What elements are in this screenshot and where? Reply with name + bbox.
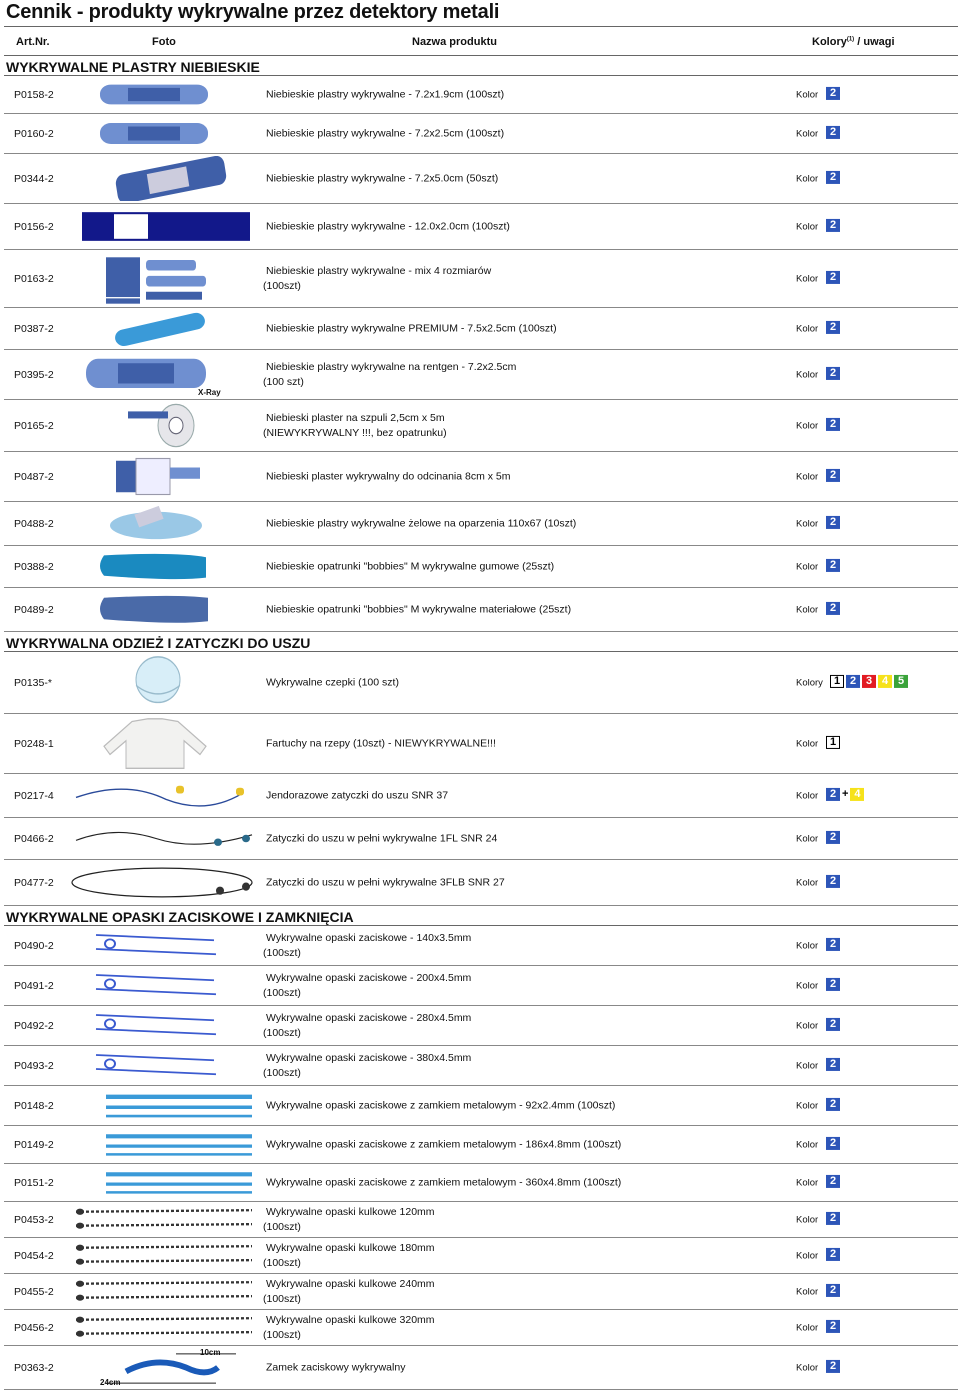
page-title: Cennik - produkty wykrywalne przez detektory metali — [6, 1, 500, 23]
color-label: Kolor — [796, 1214, 819, 1225]
product-name: Wykrywalne opaski kulkowe 320mm (100szt) — [263, 1313, 435, 1341]
color-label: Kolor — [796, 1250, 819, 1261]
header-foto: Foto — [152, 36, 176, 48]
product-photo — [66, 156, 260, 201]
product-name: Niebieskie plastry wykrywalne PREMIUM - 7.5x2.5cm (100szt) — [266, 322, 557, 334]
color-badge: 2 — [826, 1057, 840, 1070]
color-swatches — [826, 601, 840, 614]
product-photo — [66, 654, 260, 711]
color-swatches — [826, 1283, 840, 1296]
color-swatches — [830, 674, 908, 687]
table-row — [4, 76, 958, 114]
article-number: P0165-2 — [14, 419, 54, 432]
product-name: Niebieskie opatrunki "bobbies" M wykrywalne gumowe (25szt) — [266, 560, 555, 572]
product-name: Wykrywalne czepki (100 szt) — [266, 676, 399, 688]
product-name: Fartuchy na rzepy (10szt) - NIEWYKRYWALNE!!! — [266, 737, 496, 749]
product-name: Niebieskie plastry wykrywalne żelowe na oparzenia 110x67 (10szt) — [266, 517, 577, 529]
product-photo — [66, 928, 260, 963]
table-row — [4, 250, 958, 308]
article-number: P0156-2 — [14, 220, 54, 233]
color-label: Kolor — [796, 420, 819, 431]
color-label: Kolor — [796, 323, 819, 334]
table-row — [4, 1202, 958, 1238]
section-heading: WYKRYWALNE OPASKI ZACISKOWE I ZAMKNIĘCIA — [4, 906, 958, 926]
product-photo — [66, 116, 260, 151]
article-number: P0456-2 — [14, 1321, 54, 1334]
color-label: Kolor — [796, 128, 819, 139]
color-badge: 2 — [826, 366, 840, 379]
article-number: P0148-2 — [14, 1099, 54, 1112]
table-row — [4, 1006, 958, 1046]
color-swatches — [826, 1017, 840, 1030]
product-photo — [66, 716, 260, 771]
color-badge: 1 — [830, 674, 844, 687]
color-label: Kolor — [796, 790, 819, 801]
color-swatches — [826, 735, 840, 748]
article-number: P0493-2 — [14, 1059, 54, 1072]
color-badge: 5 — [894, 674, 908, 687]
product-photo — [66, 968, 260, 1003]
table-row — [4, 154, 958, 204]
color-label: Kolor — [796, 1060, 819, 1071]
product-name: Zatyczki do uszu w pełni wykrywalne 3FLB SNR 27 — [266, 876, 505, 888]
product-photo — [66, 1240, 260, 1271]
product-photo — [66, 78, 260, 111]
article-number: P0490-2 — [14, 939, 54, 952]
color-badge: 2 — [826, 1283, 840, 1296]
color-badge: 2 — [846, 674, 860, 687]
article-number: P0492-2 — [14, 1019, 54, 1032]
article-number: P0477-2 — [14, 876, 54, 889]
product-photo — [66, 1312, 260, 1343]
product-photo — [66, 776, 260, 815]
product-photo — [66, 402, 260, 449]
article-number: P0387-2 — [14, 322, 54, 335]
color-label: Kolor — [796, 518, 819, 529]
header-art: Art.Nr. — [16, 36, 50, 48]
article-number: P0488-2 — [14, 517, 54, 530]
color-badge: 2 — [826, 1017, 840, 1030]
product-name: Niebieskie plastry wykrywalne - 7.2x2.5cm (100szt) — [266, 127, 505, 139]
table-row — [4, 860, 958, 906]
color-swatches — [826, 830, 840, 843]
product-name: Wykrywalne opaski zaciskowe z zamkiem metalowym - 92x2.4mm (100szt) — [266, 1099, 616, 1111]
article-number: P0491-2 — [14, 979, 54, 992]
product-name: Niebieskie plastry wykrywalne - mix 4 rozmiarów (100szt) — [263, 264, 492, 292]
table-row — [4, 714, 958, 774]
color-swatches — [826, 515, 840, 528]
color-swatches — [826, 1211, 840, 1224]
product-photo — [66, 504, 260, 543]
table-body — [4, 56, 958, 1390]
color-label: Kolor — [796, 1362, 819, 1373]
color-badge: 2 — [826, 874, 840, 887]
color-swatches — [826, 1319, 840, 1332]
product-photo — [66, 252, 260, 305]
product-photo — [66, 352, 260, 397]
article-number: P0454-2 — [14, 1249, 54, 1262]
product-photo — [66, 862, 260, 903]
section-heading: WYKRYWALNE PLASTRY NIEBIESKIE — [4, 56, 958, 76]
article-number: P0344-2 — [14, 172, 54, 185]
color-swatches — [826, 366, 840, 379]
color-label: Kolor — [796, 877, 819, 888]
color-label: Kolor — [796, 1286, 819, 1297]
photo-label: 10cm — [200, 1348, 221, 1357]
color-label: Kolor — [796, 89, 819, 100]
color-badge: 2 — [826, 787, 840, 800]
color-label: Kolor — [796, 273, 819, 284]
color-badge: 4 — [850, 787, 864, 800]
article-number: P0363-2 — [14, 1361, 54, 1374]
color-label: Kolor — [796, 738, 819, 749]
color-swatches — [826, 874, 840, 887]
table-row — [4, 1274, 958, 1310]
product-photo — [66, 590, 260, 629]
product-name: Wykrywalne opaski kulkowe 120mm (100szt) — [263, 1205, 435, 1233]
color-swatches — [826, 170, 840, 183]
product-photo — [66, 1008, 260, 1043]
product-photo — [66, 820, 260, 857]
color-swatches — [826, 937, 840, 950]
product-name: Niebieskie plastry wykrywalne - 7.2x5.0cm (50szt) — [266, 172, 499, 184]
table-row — [4, 546, 958, 588]
section-heading: WYKRYWALNA ODZIEŻ I ZATYCZKI DO USZU — [4, 632, 958, 652]
product-photo — [66, 1204, 260, 1235]
color-label: Kolor — [796, 604, 819, 615]
table-row — [4, 818, 958, 860]
header-name: Nazwa produktu — [412, 36, 497, 48]
color-label: Kolor — [796, 940, 819, 951]
table-row — [4, 308, 958, 350]
color-swatches — [826, 86, 840, 99]
color-label: Kolor — [796, 1139, 819, 1150]
color-label: Kolor — [796, 173, 819, 184]
color-swatches — [826, 977, 840, 990]
color-badge: 2 — [826, 977, 840, 990]
product-name: Niebieskie plastry wykrywalne - 12.0x2.0cm (100szt) — [266, 220, 510, 232]
color-badge: 2 — [826, 1174, 840, 1187]
color-swatches — [826, 1136, 840, 1149]
product-photo — [66, 1348, 260, 1387]
product-name: Wykrywalne opaski zaciskowe z zamkiem metalowym - 360x4.8mm (100szt) — [266, 1176, 622, 1188]
color-swatches — [826, 1174, 840, 1187]
color-badge: 2 — [826, 218, 840, 231]
product-photo — [66, 1166, 260, 1199]
color-badge: 2 — [826, 320, 840, 333]
photo-label: X-Ray — [198, 388, 221, 397]
header-kolory: Kolory$^{(1)}$ / uwagi — [812, 36, 895, 48]
article-number: P0489-2 — [14, 603, 54, 616]
color-badge: 2 — [826, 1211, 840, 1224]
color-badge: 4 — [878, 674, 892, 687]
color-label: Kolor — [796, 561, 819, 572]
article-number: P0395-2 — [14, 368, 54, 381]
color-badge: 2 — [826, 830, 840, 843]
photo-label: 24cm — [100, 1378, 121, 1387]
color-badge: 2 — [826, 1359, 840, 1372]
color-badge: 2 — [826, 86, 840, 99]
product-name: Wykrywalne opaski zaciskowe - 380x4.5mm (100szt) — [263, 1051, 472, 1079]
color-badge: 3 — [862, 674, 876, 687]
product-photo — [66, 1048, 260, 1083]
color-label: Kolor — [796, 833, 819, 844]
color-swatches — [826, 558, 840, 571]
table-row — [4, 1046, 958, 1086]
article-number: P0217-4 — [14, 789, 54, 802]
color-badge: 2 — [826, 601, 840, 614]
product-photo — [66, 1128, 260, 1161]
table-row — [4, 1086, 958, 1126]
product-name: Wykrywalne opaski zaciskowe - 140x3.5mm (100szt) — [263, 931, 472, 959]
article-number: P0163-2 — [14, 272, 54, 285]
color-label: Kolory — [796, 677, 823, 688]
product-name: Niebieskie plastry wykrywalne na rentgen - 7.2x2.5cm (100 szt) — [263, 360, 517, 388]
article-number: P0466-2 — [14, 832, 54, 845]
color-badge: 2 — [826, 125, 840, 138]
product-photo — [66, 454, 260, 499]
table-row — [4, 502, 958, 546]
color-label: Kolor — [796, 369, 819, 380]
color-badge: 2 — [826, 1136, 840, 1149]
price-table — [4, 26, 958, 1390]
table-row — [4, 114, 958, 154]
color-badge: 1 — [826, 735, 840, 748]
table-row — [4, 926, 958, 966]
color-label: Kolor — [796, 1322, 819, 1333]
table-row — [4, 400, 958, 452]
product-name: Wykrywalne opaski zaciskowe - 200x4.5mm (100szt) — [263, 971, 472, 999]
color-swatches — [826, 320, 840, 333]
product-name: Wykrywalne opaski kulkowe 180mm (100szt) — [263, 1241, 435, 1269]
article-number: P0453-2 — [14, 1213, 54, 1226]
color-swatches — [826, 125, 840, 138]
color-label: Kolor — [796, 221, 819, 232]
table-row — [4, 452, 958, 502]
color-label: Kolor — [796, 1100, 819, 1111]
table-row — [4, 350, 958, 400]
table-header — [4, 26, 958, 56]
color-swatches — [826, 468, 840, 481]
plus-sign: + — [842, 787, 849, 800]
product-name: Niebieski plaster na szpuli 2,5cm x 5m (NIEWYKRYWALNY !!!, bez opatrunku) — [263, 411, 447, 439]
color-swatches — [826, 1247, 840, 1260]
table-row — [4, 652, 958, 714]
product-name: Wykrywalne opaski zaciskowe - 280x4.5mm (100szt) — [263, 1011, 472, 1039]
color-swatches — [826, 1359, 840, 1372]
table-row — [4, 1238, 958, 1274]
article-number: P0248-1 — [14, 737, 54, 750]
product-name: Niebieskie opatrunki "bobbies" M wykrywalne materiałowe (25szt) — [266, 603, 572, 615]
color-label: Kolor — [796, 1020, 819, 1031]
table-row — [4, 1126, 958, 1164]
color-label: Kolor — [796, 1177, 819, 1188]
product-name: Niebieskie plastry wykrywalne - 7.2x1.9cm (100szt) — [266, 88, 505, 100]
article-number: P0455-2 — [14, 1285, 54, 1298]
product-photo — [66, 310, 260, 347]
product-name: Niebieski plaster wykrywalny do odcinania 8cm x 5m — [266, 470, 511, 482]
color-label: Kolor — [796, 980, 819, 991]
color-badge: 2 — [826, 270, 840, 283]
article-number: P0487-2 — [14, 470, 54, 483]
color-label: Kolor — [796, 471, 819, 482]
product-photo — [66, 1276, 260, 1307]
color-badge: 2 — [826, 417, 840, 430]
product-photo — [66, 206, 260, 247]
product-photo — [66, 548, 260, 585]
article-number: P0135-* — [14, 676, 52, 689]
product-name: Wykrywalne opaski zaciskowe z zamkiem metalowym - 186x4.8mm (100szt) — [266, 1138, 622, 1150]
article-number: P0160-2 — [14, 127, 54, 140]
color-badge: 2 — [826, 558, 840, 571]
color-swatches — [826, 1097, 840, 1110]
color-badge: 2 — [826, 1319, 840, 1332]
product-name: Zatyczki do uszu w pełni wykrywalne 1FL SNR 24 — [266, 832, 498, 844]
article-number: P0149-2 — [14, 1138, 54, 1151]
table-row — [4, 1164, 958, 1202]
product-name: Wykrywalne opaski kulkowe 240mm (100szt) — [263, 1277, 435, 1305]
table-row — [4, 1310, 958, 1346]
color-swatches — [826, 1057, 840, 1070]
color-swatches — [826, 270, 840, 283]
color-swatches — [826, 787, 864, 800]
product-name: Zamek zaciskowy wykrywalny — [266, 1361, 406, 1373]
table-row — [4, 774, 958, 818]
color-swatches — [826, 218, 840, 231]
color-badge: 2 — [826, 515, 840, 528]
color-badge: 2 — [826, 1097, 840, 1110]
table-row — [4, 966, 958, 1006]
color-swatches — [826, 417, 840, 430]
article-number: P0388-2 — [14, 560, 54, 573]
color-badge: 2 — [826, 1247, 840, 1260]
product-name: Jendorazowe zatyczki do uszu SNR 37 — [266, 789, 449, 801]
table-row — [4, 588, 958, 632]
color-badge: 2 — [826, 468, 840, 481]
color-badge: 2 — [826, 170, 840, 183]
table-row — [4, 204, 958, 250]
color-badge: 2 — [826, 937, 840, 950]
article-number: P0151-2 — [14, 1176, 54, 1189]
article-number: P0158-2 — [14, 88, 54, 101]
table-row — [4, 1346, 958, 1390]
product-photo — [66, 1088, 260, 1123]
